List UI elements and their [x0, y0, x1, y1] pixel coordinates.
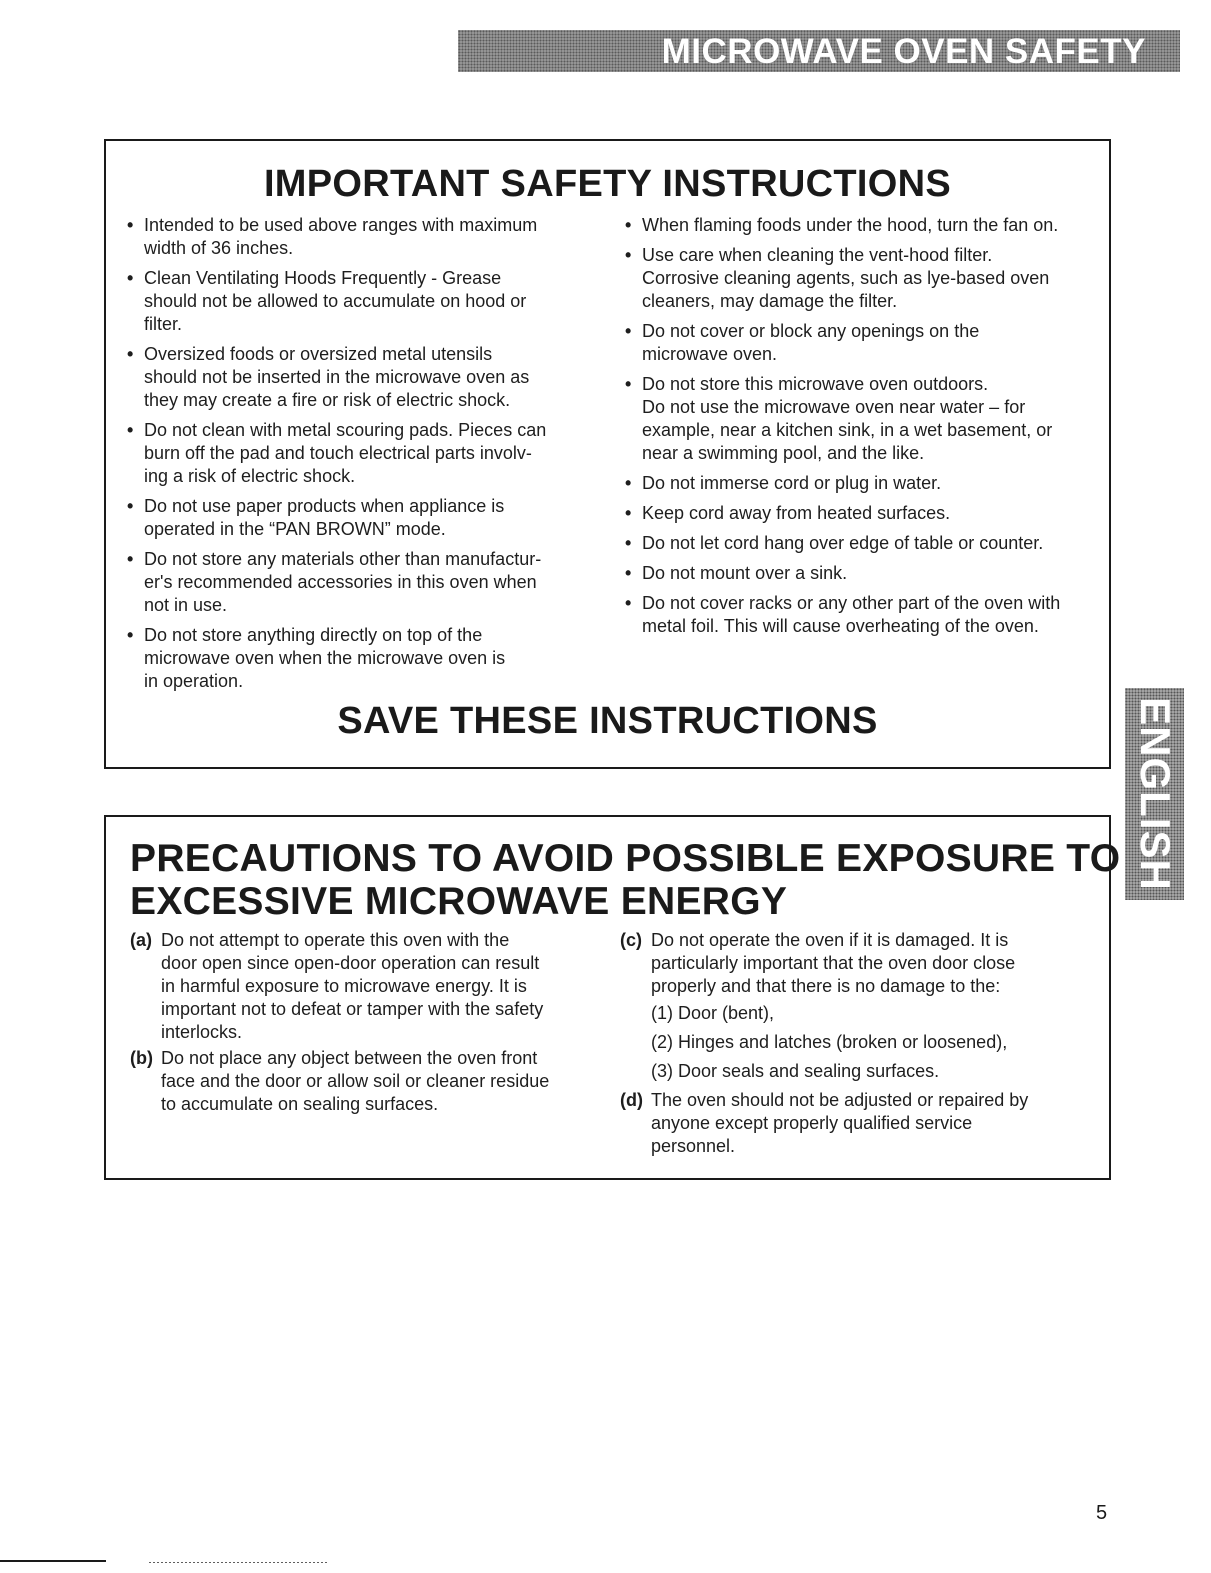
safety-instructions-heading: IMPORTANT SAFETY INSTRUCTIONS — [263, 163, 952, 205]
bullet-item: • Clean Ventilating Hoods Frequently - Grease should not be allowed to accumulate on hood or filter. — [123, 267, 603, 336]
bullet-item: • Do not store this microwave oven outdoors. Do not use the microwave oven near water – for example, near a kitchen sink, in a wet basement, or near a swimming pool, and the like. — [621, 373, 1111, 465]
bullet-item: • Do not store any materials other than manufactur- er's recommended accessories in this oven when not in use. — [123, 548, 603, 617]
footer-rule — [0, 1560, 106, 1562]
bullet-item: • Intended to be used above ranges with maximum width of 36 inches. — [123, 214, 603, 260]
bullet-item: • Do not use paper products when appliance is operated in the “PAN BROWN” mode. — [123, 495, 603, 541]
language-side-tab — [1125, 688, 1184, 900]
bullet-item: • Do not cover or block any openings on the microwave oven. — [621, 320, 1111, 366]
sub-item: (1) Door (bent), — [651, 1003, 775, 1023]
bullet-item: • Keep cord away from heated surfaces. — [621, 502, 1111, 525]
precautions-heading-line1: PRECAUTIONS TO AVOID POSSIBLE EXPOSURE TO — [130, 837, 1121, 880]
safety-list-left — [123, 214, 603, 700]
precaution-item-c: (c) Do not operate the oven if it is damaged. It is particularly important that the oven door close properly and that there is no damage to the: (1) Door (bent), (2) Hinges and latches (broken or loosened), (3) Door seals and sealing surfaces. — [620, 929, 1100, 1083]
page-number: 5 — [1096, 1502, 1108, 1524]
precautions-heading-line2: EXCESSIVE MICROWAVE ENERGY — [130, 880, 788, 923]
item-letter: (b) — [130, 1048, 153, 1068]
precautions-list-left — [130, 929, 610, 1119]
bullet-item: • Oversized foods or oversized metal utensils should not be inserted in the microwave oven as they may create a fire or risk of electric shock. — [123, 343, 603, 412]
section-header-banner — [458, 30, 1180, 72]
important-safety-instructions-box — [104, 139, 1111, 769]
sub-item: (2) Hinges and latches (broken or loosened), — [651, 1032, 1008, 1052]
precaution-item-d: (d) The oven should not be adjusted or repaired by anyone except properly qualified service personnel. — [620, 1090, 1029, 1156]
bullet-item: • Do not let cord hang over edge of table or counter. — [621, 532, 1111, 555]
precaution-item-a: (a) Do not attempt to operate this oven with the door open since open-door operation can result in harmful exposure to microwave energy. It is important not to defeat or tamper with the safety interlocks. — [130, 930, 544, 1042]
precautions-list-right — [620, 929, 1100, 1161]
bullet-item: • Do not immerse cord or plug in water. — [621, 472, 1111, 495]
bullet-item: • When flaming foods under the hood, turn the fan on. — [621, 214, 1111, 237]
bullet-item: • Do not clean with metal scouring pads. Pieces can burn off the pad and touch electrical parts involv- ing a risk of electric shock. — [123, 419, 603, 488]
precaution-item-b: (b) Do not place any object between the oven front face and the door or allow soil or cleaner residue to accumulate on sealing surfaces. — [130, 1048, 550, 1114]
save-instructions-heading: SAVE THESE INSTRUCTIONS — [337, 700, 878, 742]
item-letter: (d) — [620, 1090, 643, 1110]
item-letter: (c) — [620, 930, 642, 950]
bullet-item: • Do not cover racks or any other part of the oven with metal foil. This will cause overheating of the oven. — [621, 592, 1111, 638]
footer-dotted-line — [148, 1561, 328, 1564]
sub-item: (3) Door seals and sealing surfaces. — [651, 1061, 940, 1081]
bullet-item: • Do not store anything directly on top of the microwave oven when the microwave oven is in operation. — [123, 624, 603, 693]
section-title: MICROWAVE OVEN SAFETY — [661, 32, 1146, 71]
bullet-item: • Do not mount over a sink. — [621, 562, 1111, 585]
bullet-item: • Use care when cleaning the vent-hood filter. Corrosive cleaning agents, such as lye-based oven cleaners, may damage the filter. — [621, 244, 1111, 313]
language-label: ENGLISH — [1131, 697, 1179, 891]
microwave-precautions-box — [104, 815, 1121, 1180]
precautions-heading — [130, 837, 1120, 923]
item-letter: (a) — [130, 930, 152, 950]
safety-list-right — [621, 214, 1111, 645]
